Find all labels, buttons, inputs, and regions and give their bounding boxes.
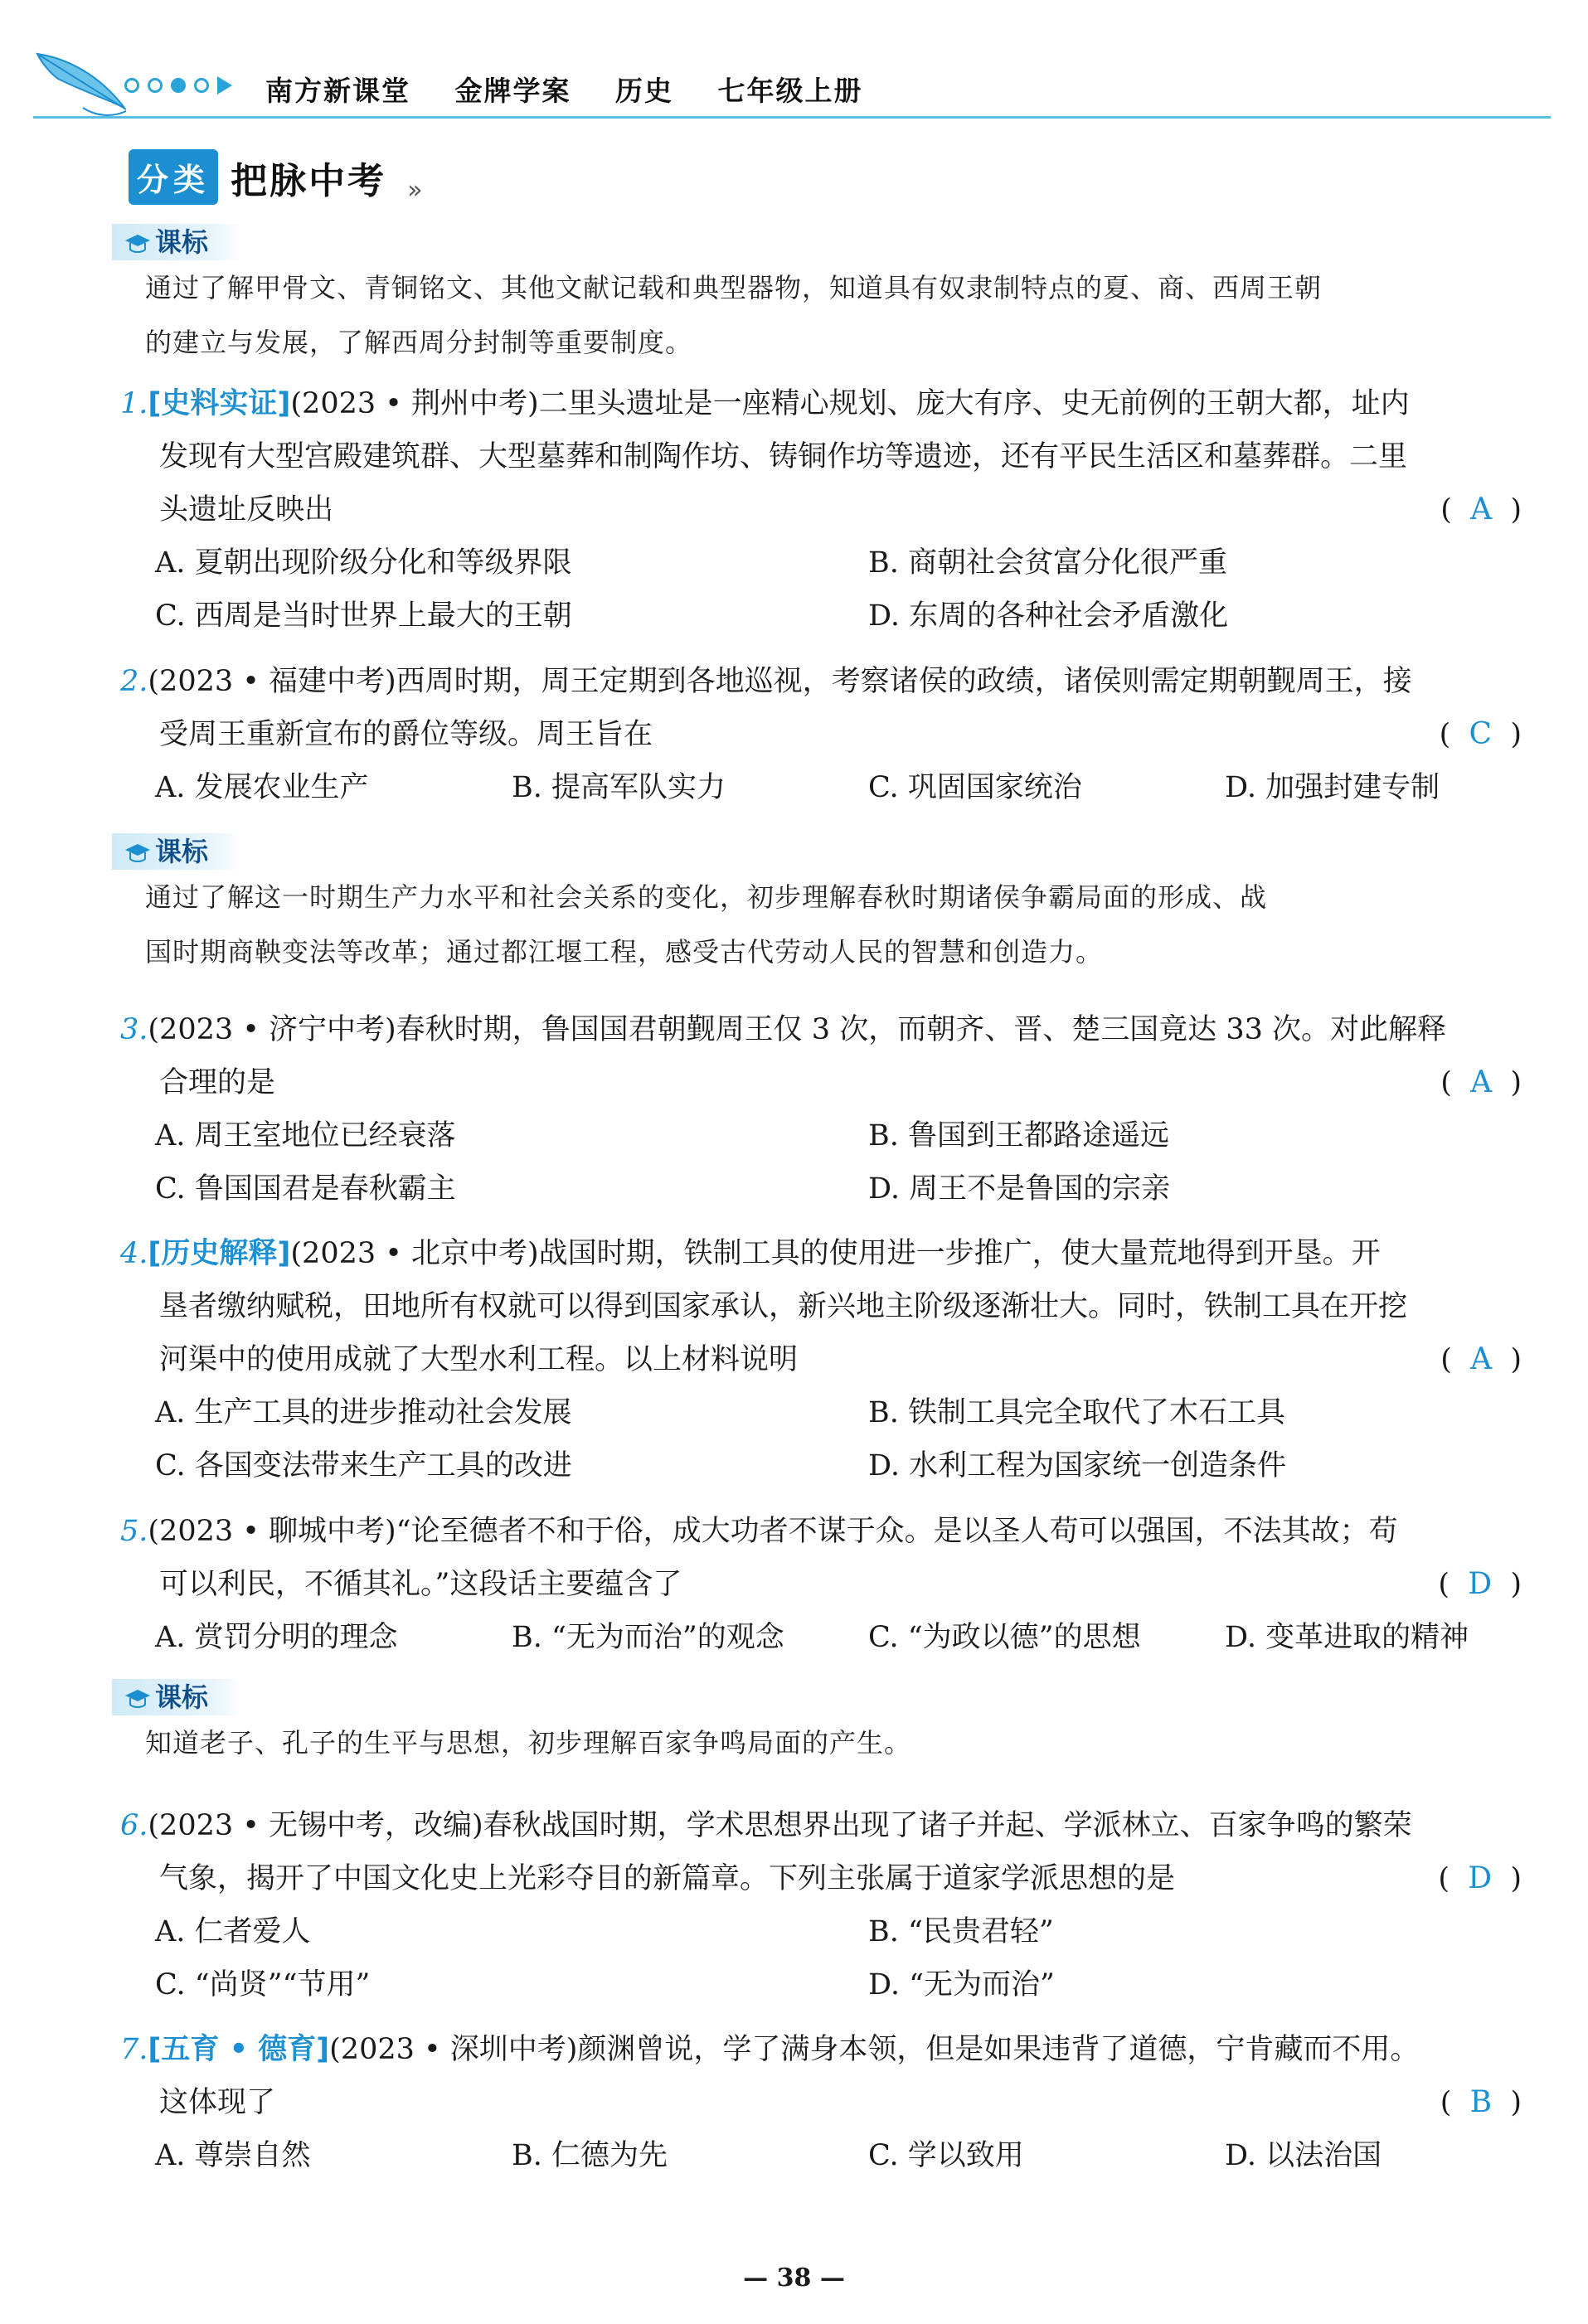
answer-letter: A — [1470, 1065, 1493, 1099]
answer-box: ( A ) — [1440, 1342, 1522, 1376]
header-dots — [124, 78, 232, 96]
answer-letter: C — [1469, 717, 1493, 751]
kebiao-label: 课标 — [112, 833, 241, 870]
kebiao-label: 课标 — [112, 1679, 241, 1715]
answer-box: ( C ) — [1439, 717, 1522, 751]
answer-letter: B — [1469, 2085, 1493, 2119]
curriculum-standard-1 — [112, 224, 1472, 370]
header-grade: 七年级上册 — [717, 75, 863, 107]
answer-box: ( A ) — [1440, 492, 1522, 526]
header-divider — [33, 116, 1551, 119]
header-title — [265, 70, 896, 109]
feather-pen-icon — [33, 50, 133, 124]
page-number: — 38 — — [743, 2263, 845, 2292]
kebiao-text: 通过了解这一时期生产力水平和社会关系的变化，初步理解春秋时期诸侯争霸局面的形成、战 国时期商鞅变法等改革；通过都江堰工程，感受古代劳动人民的智慧和创造力。 — [145, 881, 1268, 968]
question-7: 7.[五育 • 德育](2023 • 深圳中考)颜渊曾说，学了满身本领，但是如果违背了道德，宁肯藏而不用。 这体现了 ( B ) A. 尊崇自然 B. 仁德为先 C. 学以致用 D. 以法治国 — [120, 2033, 1522, 2172]
section-heading: 把脉中考 — [231, 159, 387, 202]
double-chevron-icon: » — [407, 176, 423, 205]
question-5: 5.(2023 • 聊城中考)“论至德者不和于俗，成大功者不谋于众。是以圣人苟可以强国，不法其故；苟 可以利民，不循其礼。”这段话主要蕴含了 ( D ) A. 赏罚分明的理念 B. “无为而治”的观念 C. “为政以德”的思想 D. 变革进取的精神 — [120, 1515, 1522, 1654]
section-title — [129, 149, 423, 205]
curriculum-standard-3 — [112, 1679, 1472, 1770]
header-series: 南方新课堂 — [265, 75, 410, 107]
kebiao-label: 课标 — [112, 224, 241, 260]
graduation-cap-icon — [124, 842, 152, 865]
header-subtitle: 金牌学案 — [454, 75, 571, 107]
question-3: 3.(2023 • 济宁中考)春秋时期，鲁国国君朝觐周王仅 3 次，而朝齐、晋、楚三国竟达 33 次。对此解释 合理的是 ( A ) A. 周王室地位已经衰落 B. 鲁国到王都路途遥远 C. 鲁国国君是春秋霸主 D. 周王不是鲁国的宗亲 — [120, 1013, 1522, 1206]
kebiao-text: 通过了解甲骨文、青铜铭文、其他文献记载和典型器物，知道具有奴隶制特点的夏、商、西周王朝 的建立与发展，了解西周分封制等重要制度。 — [145, 272, 1323, 358]
answer-letter: A — [1470, 1342, 1493, 1376]
header-subject: 历史 — [615, 75, 673, 107]
answer-letter: A — [1470, 492, 1493, 526]
section-badge: 分类 — [129, 149, 218, 205]
answer-letter: D — [1468, 1567, 1493, 1601]
kebiao-text: 知道老子、孔子的生平与思想，初步理解百家争鸣局面的产生。 — [145, 1727, 912, 1759]
answer-box: ( D ) — [1438, 1861, 1522, 1895]
answer-box: ( A ) — [1440, 1065, 1522, 1099]
question-6: 6.(2023 • 无锡中考，改编)春秋战国时期，学术思想界出现了诸子并起、学派林立、百家争鸣的繁荣 气象，揭开了中国文化史上光彩夺目的新篇章。下列主张属于道家学派思想的是 ( D ) A. 仁者爱人 B. “民贵君轻” C. “尚贤”“节用” D. “无为而治” — [120, 1809, 1522, 2001]
curriculum-standard-2 — [112, 833, 1472, 979]
answer-box: ( D ) — [1438, 1567, 1522, 1601]
answer-letter: D — [1468, 1861, 1493, 1895]
question-2: 2.(2023 • 福建中考)西周时期，周王定期到各地巡视，考察诸侯的政绩，诸侯则需定期朝觐周王，接 受周王重新宣布的爵位等级。周王旨在 ( C ) A. 发展农业生产 B. 提高军队实力 C. 巩固国家统治 D. 加强封建专制 — [120, 665, 1522, 804]
answer-box: ( B ) — [1440, 2085, 1522, 2119]
question-1: 1.[史料实证](2023 • 荆州中考)二里头遗址是一座精心规划、庞大有序、史无前例的王朝大都，址内 发现有大型宫殿建筑群、大型墓葬和制陶作坊、铸铜作坊等遗迹，还有平民生活区和墓葬群。二里 头遗址反映出 ( A ) A. 夏朝出现阶级分化和等级界限 B. 商朝社会贫富分化很严重 C. 西周是当时世界上最大的王朝 D. 东周的各种社会矛盾激化 — [120, 387, 1522, 633]
graduation-cap-icon — [124, 232, 152, 255]
graduation-cap-icon — [124, 1687, 152, 1710]
question-4: 4.[历史解释](2023 • 北京中考)战国时期，铁制工具的使用进一步推广，使大量荒地得到开垦。开 垦者缴纳赋税，田地所有权就可以得到国家承认，新兴地主阶级逐渐壮大。同时，铁制工具在开挖 河渠中的使用成就了大型水利工程。以上材料说明 ( A ) A. 生产工具的进步推动社会发展 B. 铁制工具完全取代了木石工具 C. 各国变法带来生产工具的改进 D. 水利工程为国家统一创造条件 — [120, 1237, 1522, 1482]
